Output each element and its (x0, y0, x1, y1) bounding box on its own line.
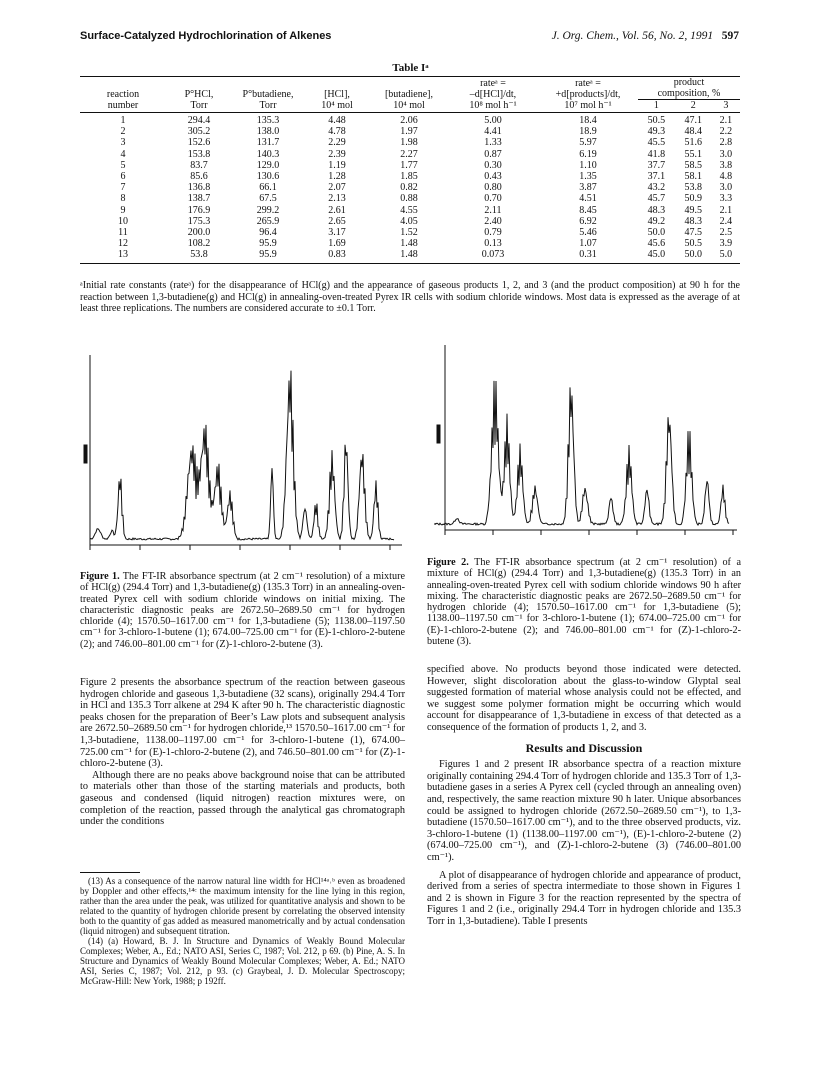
table-cell: 1.48 (370, 249, 448, 263)
table-cell: 83.7 (190, 159, 208, 171)
table-cell: 3.3 (719, 193, 733, 205)
table-cell: 0.83 (304, 249, 370, 263)
table-cell: 4.8 (719, 171, 733, 183)
table-cell: 55.1 (684, 148, 703, 160)
col-header-butadiene: [butadiene], (370, 77, 448, 100)
table-row (80, 113, 740, 127)
table-row (80, 149, 740, 160)
table-cell: 153.8 (187, 148, 211, 160)
table-cell: 6 (120, 171, 126, 183)
table-cell: 1.28 (328, 171, 346, 183)
table-cell: 2.1 (719, 115, 733, 126)
table-cell: 50.5 (647, 115, 666, 126)
table-cell: 18.4 (579, 115, 597, 126)
figure1-label: Figure 1. (80, 571, 120, 582)
col-header-rate-hcl: rateᵃ = –d[HCl]/dt, (448, 77, 538, 100)
table-cell: 5.97 (579, 137, 597, 149)
table-cell: 7 (120, 182, 126, 194)
col-header-product-1: 1 (638, 100, 675, 113)
table-cell: 3 (120, 137, 126, 149)
table-cell: 3.87 (579, 182, 597, 194)
table-cell: 5.46 (579, 227, 597, 239)
table-cell: 12 (118, 238, 128, 250)
table-cell: 4.51 (579, 193, 597, 205)
table-cell: 85.6 (190, 171, 208, 183)
table-row (80, 160, 740, 171)
table-cell: 3.8 (719, 159, 733, 171)
table-cell: 0.073 (448, 249, 538, 263)
table-cell: 1.97 (400, 126, 418, 138)
paragraph: Although there are no peaks above background noise that can be attributed to materials other than those of the starting materials and products, both gaseous and condensed (liquid nitrogen) reaction mixtures were, on completion of the reaction, passed through the analytical gas chromatograph under the conditions (80, 769, 405, 828)
table-cell: 299.2 (256, 204, 280, 216)
table-cell: 49.5 (684, 204, 703, 216)
table-cell: 3.9 (719, 238, 733, 250)
table-cell: 0.88 (400, 193, 418, 205)
table-cell: 1.10 (579, 159, 597, 171)
table-cell: 1.48 (400, 238, 418, 250)
table-cell: 108.2 (187, 238, 211, 250)
table-cell: 95.9 (259, 238, 277, 250)
table-cell: 1.07 (579, 238, 597, 250)
col-header-p-butadiene-unit: Torr (232, 100, 304, 113)
scale-marker (84, 445, 87, 463)
paragraph: Figures 1 and 2 present IR absorbance spectra of a reaction mixture originally containing 294.4 Torr of hydrogen chloride and 135.3 Torr of 1,3-butadiene gases in a series A Pyrex cell (cycled through an annealing oven) and, respectively, the same reaction mixture 90 h later. Unique absorbances could be assigned to hydrogen chloride (2672.50–2689.50 cm⁻¹), to 1,3-butadiene (1570.50–1617.00 cm⁻¹), and to the three observed products, viz. 3-chloro-1-butene (1) (1138.00–1197.00 cm⁻¹), (E)-1-chloro-2-butene (2) (674.00–725.00 cm⁻¹), and (Z)-1-chloro-2-butene (3) (746.00–801.00 cm⁻¹). (427, 759, 741, 863)
table-cell: 8 (120, 193, 126, 205)
table-cell: 2.06 (400, 115, 418, 126)
table-cell: 49.3 (647, 126, 666, 138)
table-cell: 53.8 (166, 249, 232, 263)
table-cell: 0.43 (484, 171, 502, 183)
col-header-rate-products-unit: 10⁷ mol h⁻¹ (538, 100, 638, 113)
table-cell: 0.79 (484, 227, 502, 239)
table-cell: 265.9 (256, 215, 280, 227)
journal-citation (552, 30, 739, 42)
table-cell: 2.4 (719, 215, 733, 227)
table-cell: 0.13 (484, 238, 502, 250)
table-cell: 2.07 (328, 182, 346, 194)
table-cell: 67.5 (259, 193, 277, 205)
table-cell: 6.92 (579, 215, 597, 227)
table-cell: 48.4 (684, 126, 703, 138)
table-cell: 49.2 (647, 215, 666, 227)
figure1-spectrum (80, 340, 410, 570)
table-cell: 2.13 (328, 193, 346, 205)
table-cell: 47.1 (684, 115, 703, 126)
table-cell: 2.27 (400, 148, 418, 160)
table-cell: 176.9 (187, 204, 211, 216)
table-cell: 9 (120, 204, 126, 216)
table-cell: 1.33 (484, 137, 502, 149)
table-cell: 175.3 (187, 215, 211, 227)
figure2-spectrum (425, 335, 745, 555)
table-cell: 10 (118, 215, 128, 227)
table-cell: 51.6 (684, 137, 703, 149)
table-cell: 66.1 (259, 182, 277, 194)
footnotes (80, 876, 405, 986)
table-cell: 45.7 (647, 193, 666, 205)
table-cell: 0.80 (484, 182, 502, 194)
table-row (80, 238, 740, 249)
table-cell: 1.19 (328, 159, 346, 171)
table-cell: 50.9 (684, 193, 703, 205)
table-cell: 18.9 (579, 126, 597, 138)
table-row (80, 249, 740, 263)
table-cell: 45.5 (647, 137, 666, 149)
table-cell: 11 (118, 227, 128, 239)
table-cell: 2.1 (719, 204, 733, 216)
col-header-hcl: [HCl], (304, 77, 370, 100)
table-cell: 8.45 (579, 204, 597, 216)
table-cell: 130.6 (256, 171, 280, 183)
table-cell: 37.1 (647, 171, 666, 183)
col-header-rate-hcl-unit: 10⁸ mol h⁻¹ (448, 100, 538, 113)
table-cell: 1.77 (400, 159, 418, 171)
table-cell: 131.7 (256, 137, 280, 149)
table-cell: 305.2 (187, 126, 211, 138)
table-cell: 50.5 (684, 238, 703, 250)
table-cell: 45.0 (638, 249, 675, 263)
table-cell: 2.61 (328, 204, 346, 216)
table-cell: 2.65 (328, 215, 346, 227)
table-cell: 5 (120, 159, 126, 171)
col-header-p-hcl-unit: Torr (166, 100, 232, 113)
table-cell: 41.8 (647, 148, 666, 160)
table-cell: 4.55 (400, 204, 418, 216)
col-header-p-hcl: P°HCl, (166, 77, 232, 100)
table-cell: 2.39 (328, 148, 346, 160)
table-row (80, 193, 740, 204)
figure1-trace (90, 371, 394, 540)
table-cell: 50.0 (647, 227, 666, 239)
paragraph: A plot of disappearance of hydrogen chloride and appearance of product, derived from a series of spectra intermediate to those shown in Figures 1 and 2 is shown in Figure 3 for the reaction represented by the spectra of Figures 1 and 2 (i.e., originally 294.4 Torr in hydrogen chloride and 135.3 Torr in 1,3-butadiene). Table I presents (427, 869, 741, 927)
table-footnote: ᵃInitial rate constants (rateᵃ) for the disappearance of HCl(g) and the appearance of gaseous products 1, 2, and 3 (and the product composition) at 90 h for the reaction between 1,3-butadiene(g) and HCl(g) in annealing-oven-treated Pyrex IR cells with sodium chloride windows. Most data is expressed as the average of at least three replications. The numbers are considered accurate to ±0.1 Torr. (80, 280, 740, 314)
table-row (80, 205, 740, 216)
table-cell: 294.4 (187, 115, 211, 126)
paragraph: Figure 2 presents the absorbance spectrum of the reaction between gaseous hydrogen chloride and gaseous 1,3-butadiene (32 scans), originally 294.4 Torr in HCl and 135.3 Torr alkene at 294 K after 90 h. The characteristic diagnostic peaks chosen for the preparation of Beer’s Law plots and subsequent analysis are 2672.50–2689.50 cm⁻¹ for hydrogen chloride,¹³ 1570.50–1617.00 cm⁻¹ for 1,3-butadiene, 1138.00–1197.00 cm⁻¹ for 3-chloro-1-butene (1), 674.00–725.00 cm⁻¹ for (E)-1-chloro-2-butene (2), and 746.50–801.00 cm⁻¹ for (Z)-1-chloro-2-butene (3). (80, 677, 405, 770)
table-cell: 4.41 (484, 126, 502, 138)
table-cell: 1.52 (400, 227, 418, 239)
table-cell: 3.17 (328, 227, 346, 239)
table-cell: 135.3 (256, 115, 280, 126)
col-header-rate-products: rateᵃ = +d[products]/dt, (538, 77, 638, 100)
table-cell: 4.05 (400, 215, 418, 227)
table-cell: 45.6 (647, 238, 666, 250)
col-header-composition: product composition, % (638, 77, 740, 100)
figure2-label: Figure 2. (427, 557, 469, 568)
figure2-caption-text: The FT-IR absorbance spectrum (at 2 cm⁻¹ resolution) of a mixture of HCl(g) (294.4 Torr) and 1,3-butadiene(g) (135.3 Torr) in an annealing-oven-treated Pyrex cell with sodium chloride windows 90 h after mixing. The characteristic diagnostic peaks are 2672.50–2689.50 cm⁻¹ for hydrogen chloride (4); 1570.50–1617.00 cm⁻¹ for 1,3-butadiene (5); 1138.00–1197.50 cm⁻¹ for 3-chloro-1-butene (1); 674.00–725.00 cm⁻¹ for (E)-1-chloro-2-butene (2); and 746.00–801.00 cm⁻¹ for (Z)-1-chloro-2-butene (3). (427, 557, 741, 648)
table-row (80, 126, 740, 137)
figure2-caption (427, 557, 741, 647)
col-header-product-3: 3 (712, 100, 740, 113)
table-row (80, 182, 740, 193)
table-row (80, 171, 740, 182)
journal-name: J. Org. Chem., Vol. 56, No. 2, 1991 (551, 30, 714, 42)
figure1-caption-text: The FT-IR absorbance spectrum (at 2 cm⁻¹ resolution) of a mixture of HCl(g) (294.4 Torr) and 1,3-butadiene(g) (135.3 Torr) in an annealing-oven-treated Pyrex cell with sodium chloride windows on initial mixing. The characteristic diagnostic peaks are 2672.50–2689.50 cm⁻¹ for hydrogen chloride (4); 1570.50–1617.00 cm⁻¹ for 1,3-butadiene (5); 1138.00–1197.50 cm⁻¹ for 3-chloro-1-butene (1); 674.00–725.00 cm⁻¹ for (E)-1-chloro-2-butene (2); and 746.00–801.00 cm⁻¹ for (Z)-1-chloro-2-butene (3). (80, 571, 405, 650)
table-cell: 2.8 (719, 137, 733, 149)
table-cell: 6.19 (579, 148, 597, 160)
data-table (80, 76, 740, 264)
col-header-butadiene-unit: 10⁴ mol (370, 100, 448, 113)
table-cell: 152.6 (187, 137, 211, 149)
table-cell: 95.9 (232, 249, 304, 263)
table-cell: 58.5 (684, 159, 703, 171)
table-row (80, 216, 740, 227)
col-header-product-2: 2 (675, 100, 712, 113)
table-cell: 129.0 (256, 159, 280, 171)
table-cell: 2.29 (328, 137, 346, 149)
col-header-p-butadiene: P°butadiene, (232, 77, 304, 100)
table-cell: 138.7 (187, 193, 211, 205)
footnote-14: (14) (a) Howard, B. J. In Structure and Dynamics of Weakly Bound Molecular Complexes; Weber, A., Ed.; NATO ASI, Series C, 1987; Vol. 212, p 69. (b) Pine, A. S. In Structure and Dynamics of Weakly Bound Molecular Complexes; Weber, A. Ed.; NATO ASI, Series C, 1987; Vol. 212, p 93. (c) Graybeal, J. D. Molecular Spectroscopy; McGraw-Hill: New York, 1988; p 192ff. (80, 936, 405, 986)
table-cell: 5.00 (484, 115, 502, 126)
table-cell: 43.2 (647, 182, 666, 194)
table-cell: 2.5 (719, 227, 733, 239)
table-cell: 0.70 (484, 193, 502, 205)
table-row (80, 227, 740, 238)
table-row (80, 137, 740, 148)
table-cell: 2 (120, 126, 126, 138)
table-cell: 58.1 (684, 171, 703, 183)
table-cell: 47.5 (684, 227, 703, 239)
table-cell: 1.85 (400, 171, 418, 183)
table-cell: 1.69 (328, 238, 346, 250)
col-header-reaction: reaction (80, 77, 166, 100)
running-head: Surface-Catalyzed Hydrochlorination of Alkenes (80, 30, 332, 42)
table-cell: 200.0 (187, 227, 211, 239)
table-cell: 4 (120, 148, 126, 160)
table-cell: 1 (120, 115, 126, 126)
table-cell: 4.78 (328, 126, 346, 138)
scale-marker (437, 425, 440, 443)
table-cell: 1.35 (579, 171, 597, 183)
table-cell: 13 (80, 249, 166, 263)
table-cell: 3.0 (719, 148, 733, 160)
section-heading: Results and Discussion (525, 740, 643, 755)
footnote-rule (80, 872, 140, 873)
table-cell: 4.48 (328, 115, 346, 126)
table-cell: 2.2 (719, 126, 733, 138)
table-cell: 53.8 (684, 182, 703, 194)
figure1-caption (80, 571, 405, 650)
right-column (427, 664, 741, 927)
col-header-hcl-unit: 10⁴ mol (304, 100, 370, 113)
page-number: 597 (721, 30, 739, 42)
table-cell: 37.7 (647, 159, 666, 171)
table-cell: 2.11 (484, 204, 502, 216)
paragraph: specified above. No products beyond those indicated were detected. However, slight discoloration about the glass-to-window Glyptal seal suggested formation of material whose analysis could not be effected, and we suggest some polymer formation might be occurring which would account for disappearance of 1,3-butadiene in excess of that detected as a consequence of the formation of products 1, 2, and 3. (427, 664, 741, 733)
table-cell: 0.87 (484, 148, 502, 160)
table-cell: 48.3 (684, 215, 703, 227)
table-cell: 140.3 (256, 148, 280, 160)
left-column (80, 677, 405, 828)
table-cell: 0.30 (484, 159, 502, 171)
table-cell: 0.82 (400, 182, 418, 194)
table-cell: 136.8 (187, 182, 211, 194)
table-cell: 138.0 (256, 126, 280, 138)
table-title: Table Iᵃ (392, 62, 429, 74)
col-header-reaction-2: number (80, 100, 166, 113)
figure2-trace (435, 381, 729, 525)
table-cell: 0.31 (538, 249, 638, 263)
table-cell: 5.0 (712, 249, 740, 263)
table-cell: 48.3 (647, 204, 666, 216)
footnote-13: (13) As a consequence of the narrow natural line width for HCl¹⁴ᵃ˒ᵇ even as broadened by Doppler and other effects,¹⁴ᶜ the maximum intensity for the line lying in this region, rather than the area under the peak, was utilized for quantitative analysis and shown to be related to the quantity of hydrogen chloride present by correlating the observed intensity both to the quantity of gas added as measured manometrically and by actual condensation (liquid nitrogen) and subsequent titration. (80, 876, 405, 936)
table-cell: 96.4 (259, 227, 277, 239)
table-cell: 50.0 (675, 249, 712, 263)
table-cell: 1.98 (400, 137, 418, 149)
table-cell: 3.0 (719, 182, 733, 194)
table-cell: 2.40 (484, 215, 502, 227)
